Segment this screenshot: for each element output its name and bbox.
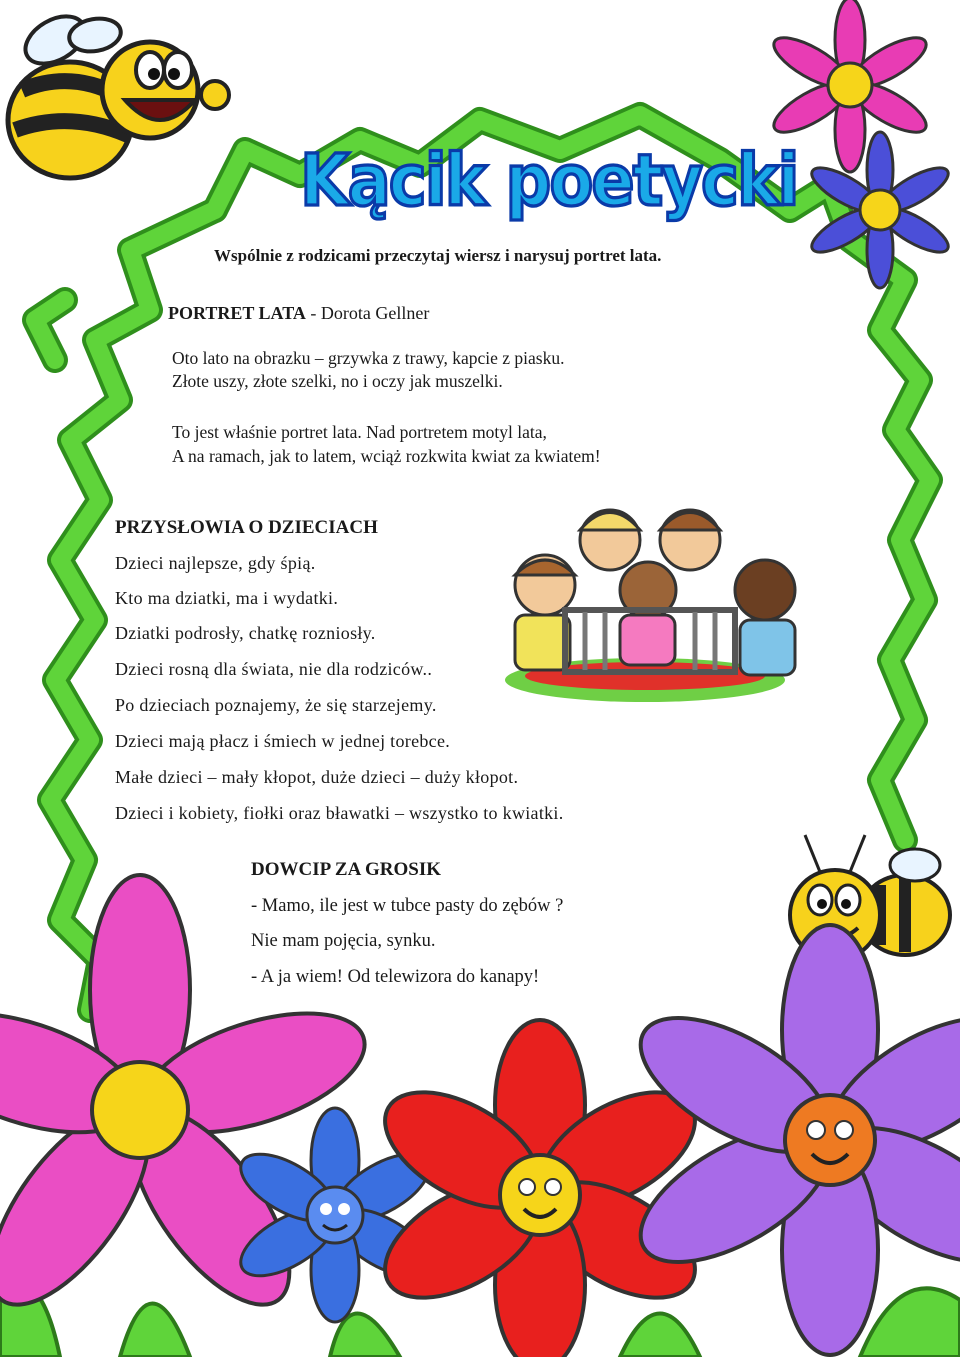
proverb-item: Dzieci rosną dla świata, nie dla rodziców..	[115, 659, 433, 679]
bee-icon	[8, 7, 229, 178]
poem-line: A na ramach, jak to latem, wciąż rozkwita kwiat za kwiatem!	[172, 446, 601, 466]
joke-line: - A ja wiem! Od telewizora do kanapy!	[251, 967, 540, 987]
proverb-item: Kto ma dziatki, ma i wydatki.	[115, 588, 339, 608]
flower-icon	[0, 875, 960, 1357]
page-title: Kącik poetycki	[300, 140, 798, 223]
proverb-item: Małe dzieci – mały kłopot, duże dzieci – duży kłopot.	[115, 767, 519, 787]
proverb-item: Po dzieciach poznajemy, że się starzejemy.	[115, 695, 437, 715]
poem-author: - Dorota Gellner	[305, 303, 430, 323]
joke-heading: DOWCIP ZA GROSIK	[251, 859, 442, 880]
poem-title-line	[168, 303, 429, 324]
proverbs-heading: PRZYSŁOWIA O DZIECIACH	[115, 517, 378, 538]
poem-line: Oto lato na obrazku – grzywka z trawy, kapcie z piasku.	[172, 348, 565, 368]
children-group	[505, 510, 795, 702]
intro-instruction: Wspólnie z rodzicami przeczytaj wiersz i narysuj portret lata.	[214, 246, 662, 265]
proverb-item: Dzieci mają płacz i śmiech w jednej torebce.	[115, 731, 451, 751]
proverb-item: Dziatki podrosły, chatkę rozniosły.	[115, 623, 376, 643]
poem-title: PORTRET LATA	[168, 303, 306, 323]
joke-line: - Mamo, ile jest w tubce pasty do zębów ?	[251, 896, 564, 916]
proverb-item: Dzieci i kobiety, fiołki oraz bławatki – wszystko to kwiatki.	[115, 803, 564, 823]
joke-line: Nie mam pojęcia, synku.	[251, 931, 436, 951]
poem-line: To jest właśnie portret lata. Nad portretem motyl lata,	[172, 422, 547, 442]
proverb-item: Dzieci najlepsze, gdy śpią.	[115, 553, 316, 573]
poem-line: Złote uszy, złote szelki, no i oczy jak muszelki.	[172, 371, 503, 391]
